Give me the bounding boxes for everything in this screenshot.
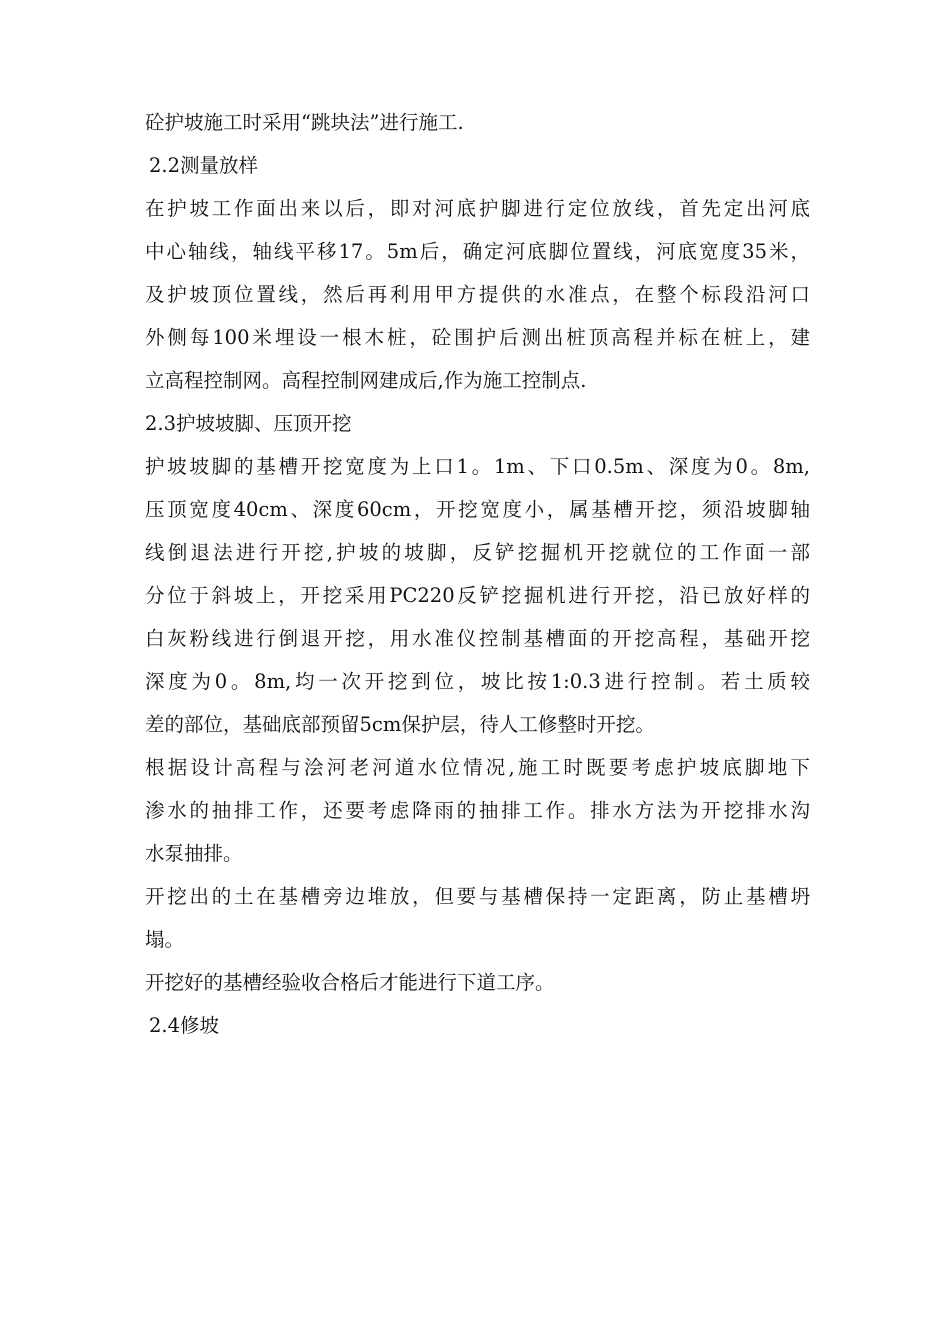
paragraph-line: 中心轴线，轴线平移17。5m后，确定河底脚位置线，河底宽度35米，: [145, 240, 810, 263]
paragraph-line: 立高程控制网。高程控制网建成后,作为施工控制点.: [145, 369, 587, 392]
paragraph-line: 塌。: [145, 928, 185, 951]
paragraph-line: 开挖出的土在基槽旁边堆放，但要与基槽保持一定距离，防止基槽坍: [145, 885, 810, 908]
paragraph-line: 压顶宽度40cm、深度60cm，开挖宽度小，属基槽开挖，须沿坡脚轴: [145, 498, 810, 521]
paragraph-line: 水泵抽排。: [145, 842, 243, 865]
paragraph-line: 及护坡顶位置线，然后再利用甲方提供的水准点，在整个标段沿河口: [145, 283, 810, 306]
paragraph-line: 白灰粉线进行倒退开挖，用水准仪控制基槽面的开挖高程，基础开挖: [145, 627, 810, 650]
paragraph-line: 外侧每100米埋设一根木桩，砼围护后测出桩顶高程并标在桩上，建: [145, 326, 810, 349]
paragraph-line: 渗水的抽排工作，还要考虑降雨的抽排工作。排水方法为开挖排水沟: [145, 799, 810, 822]
paragraph-line: 开挖好的基槽经验收合格后才能进行下道工序。: [145, 971, 555, 994]
paragraph-line: 差的部位，基础底部预留5cm保护层，待人工修整时开挖。: [145, 713, 655, 736]
document-page: [145, 101, 810, 1047]
section-heading-2-2: 2.2测量放样: [149, 154, 259, 177]
paragraph-line: 护坡坡脚的基槽开挖宽度为上口1。1m、下口0.5m、深度为0。8m,: [145, 455, 810, 478]
paragraph-line: 分位于斜坡上，开挖采用PC220反铲挖掘机进行开挖，沿已放好样的: [145, 584, 810, 607]
section-heading-2-3: 2.3护坡坡脚、压顶开挖: [145, 412, 352, 435]
paragraph-line: 根据设计高程与浍河老河道水位情况,施工时既要考虑护坡底脚地下: [145, 756, 810, 779]
paragraph-line: 在护坡工作面出来以后，即对河底护脚进行定位放线，首先定出河底: [145, 197, 810, 220]
paragraph-line: 砼护坡施工时采用“跳块法”进行施工.: [145, 111, 464, 134]
paragraph-line: 深度为0。8m,均一次开挖到位，坡比按1:0.3进行控制。若土质较: [145, 670, 810, 693]
paragraph-line: 线倒退法进行开挖,护坡的坡脚，反铲挖掘机开挖就位的工作面一部: [145, 541, 810, 564]
section-heading-2-4: 2.4修坡: [149, 1014, 220, 1037]
